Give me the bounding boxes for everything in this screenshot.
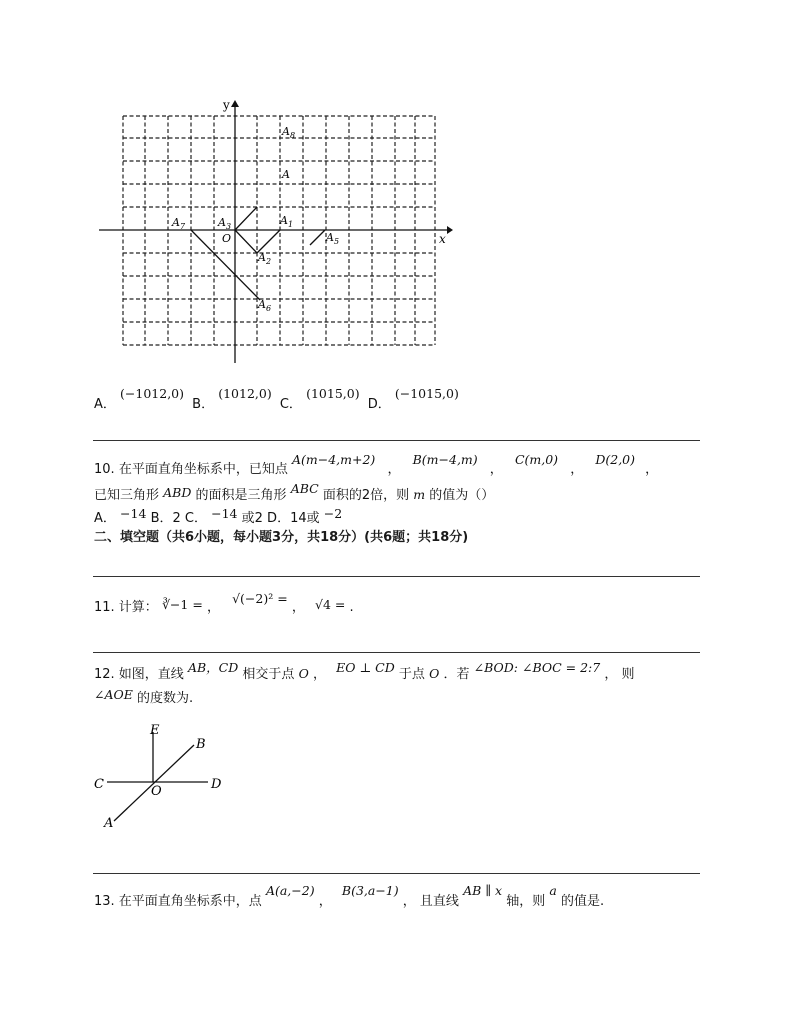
q11-sep: ， xyxy=(206,600,220,615)
q9-choice-c-letter: C． xyxy=(279,397,302,412)
q12-point-o: O xyxy=(298,666,309,681)
q12-angle-aoe: ∠AOE xyxy=(94,687,133,702)
q10-text: 已知三角形 xyxy=(94,488,160,503)
q10-number: 10. xyxy=(94,462,115,477)
q11-sep: ， xyxy=(291,600,305,615)
q12-line1 xyxy=(94,657,635,682)
q9-choice-c-value: (1015,0) xyxy=(306,386,360,401)
q10-point-c: C(m,0) xyxy=(514,452,559,467)
q9-choice-a-letter: A． xyxy=(94,397,116,412)
q12-text: ， xyxy=(312,667,326,682)
q12-number: 12. 如图，直线 xyxy=(94,667,184,682)
label-a5: $A_5$ xyxy=(326,231,340,246)
q10-choice-c-d: 或2 D．14或 xyxy=(241,511,320,526)
q9-choice-d-letter: D． xyxy=(367,397,391,412)
q10-choices xyxy=(94,503,343,526)
q10-choice-a-value: −14 xyxy=(120,506,147,521)
q11-line xyxy=(94,590,354,615)
q10-point-a: A(m−4,m+2) xyxy=(291,452,376,467)
q10-choice-a: A． xyxy=(94,511,116,526)
label-o: O xyxy=(151,784,162,799)
q10-choice-b-c: B．2 C． xyxy=(150,511,207,526)
q12-text: ， 则 xyxy=(604,667,635,682)
label-e: E xyxy=(150,723,160,738)
section-heading: 二、填空题（共6小题，每小题3分，共18分）(共6题；共18分) xyxy=(94,530,469,545)
q10-text: 面积的2倍，则 xyxy=(322,488,410,503)
q10-intro: 在平面直角坐标系中，已知点 xyxy=(118,462,288,477)
line-ab xyxy=(114,745,194,821)
label-a6: $A_6$ xyxy=(258,298,272,313)
q13-text: ， 且直线 xyxy=(402,894,459,909)
q13-line xyxy=(94,880,605,909)
q10-text: 的值为（） xyxy=(429,488,495,503)
q11-sqrt4: √4 = xyxy=(315,597,346,612)
q9-choices xyxy=(94,383,459,412)
divider-2 xyxy=(93,576,700,577)
q13-sep: ， xyxy=(318,894,332,909)
q10-point-b: B(m−4,m) xyxy=(412,452,478,467)
label-a1: $A_1$ xyxy=(280,214,294,229)
label-a: A xyxy=(282,168,290,181)
q10-choice-d-value: −2 xyxy=(323,506,343,521)
label-b: B xyxy=(196,737,206,752)
label-c: C xyxy=(94,777,104,792)
label-a8: $A_8$ xyxy=(282,125,296,140)
q10-triangle-abc: ABC xyxy=(290,481,319,496)
label-a7: $A_7$ xyxy=(172,216,186,231)
q12-angle-ratio: ∠BOD: ∠BOC = 2:7 xyxy=(473,660,601,675)
q10-point-d: D(2,0) xyxy=(595,452,636,467)
divider-3 xyxy=(93,652,700,653)
q11-end: . xyxy=(349,600,354,615)
q12-text: ．若 xyxy=(443,667,470,682)
q10-text: 的面积是三角形 xyxy=(195,488,287,503)
q13-text: 的值是. xyxy=(560,894,605,909)
q10-triangle-abd: ABD xyxy=(163,485,192,500)
q12-text: 相交于点 xyxy=(242,667,295,682)
origin-label: O xyxy=(222,232,232,245)
q12-text: 于点 xyxy=(398,667,425,682)
q12-text: 的度数为. xyxy=(137,691,194,706)
q13-point-a: A(a,−2) xyxy=(265,883,315,898)
q10-comma: ， xyxy=(387,462,401,477)
q11-number: 11. 计算： xyxy=(94,600,158,615)
q9-choice-b-letter: B． xyxy=(192,397,215,412)
x-axis-arrow xyxy=(447,226,453,234)
q10-var-m: m xyxy=(413,487,426,502)
q13-text: 轴，则 xyxy=(506,894,546,909)
q10-line2 xyxy=(94,478,495,503)
q9-choice-a-value: (−1012,0) xyxy=(120,386,185,401)
q9-choice-d-value: (−1015,0) xyxy=(394,386,459,401)
y-axis-arrow xyxy=(231,100,239,107)
label-a2: $A_2$ xyxy=(258,251,272,266)
label-a: A xyxy=(104,816,114,831)
q13-point-b: B(3,a−1) xyxy=(341,883,399,898)
divider-1 xyxy=(93,440,700,441)
q12-lines-ab-cd: AB，CD xyxy=(187,660,239,675)
q13-number: 13. 在平面直角坐标系中，点 xyxy=(94,894,262,909)
q10-choice-c-value: −14 xyxy=(211,506,238,521)
label-a3: $A_3$ xyxy=(218,216,232,231)
q12-perpendicular: EO ⊥ CD xyxy=(336,660,395,675)
angle-figure xyxy=(90,718,240,833)
q13-var-a: a xyxy=(549,883,557,898)
divider-4 xyxy=(93,873,700,874)
q9-choice-b-value: (1012,0) xyxy=(218,386,272,401)
q10-line1 xyxy=(94,449,659,477)
label-d: D xyxy=(211,777,222,792)
q10-comma: ， xyxy=(489,462,503,477)
q11-sqrt-square: √(−2)² = xyxy=(232,591,288,606)
x-axis-label: x xyxy=(439,232,446,246)
y-axis-label: y xyxy=(223,98,230,112)
q12-line2 xyxy=(94,684,194,706)
q12-point-o: O xyxy=(429,666,440,681)
q11-cube-root: ∛−1 = xyxy=(161,597,203,612)
grid-figure xyxy=(95,95,455,370)
q10-comma: ， xyxy=(570,462,584,477)
q10-comma: ， xyxy=(645,462,659,477)
q13-parallel: AB ∥ x xyxy=(463,883,503,898)
